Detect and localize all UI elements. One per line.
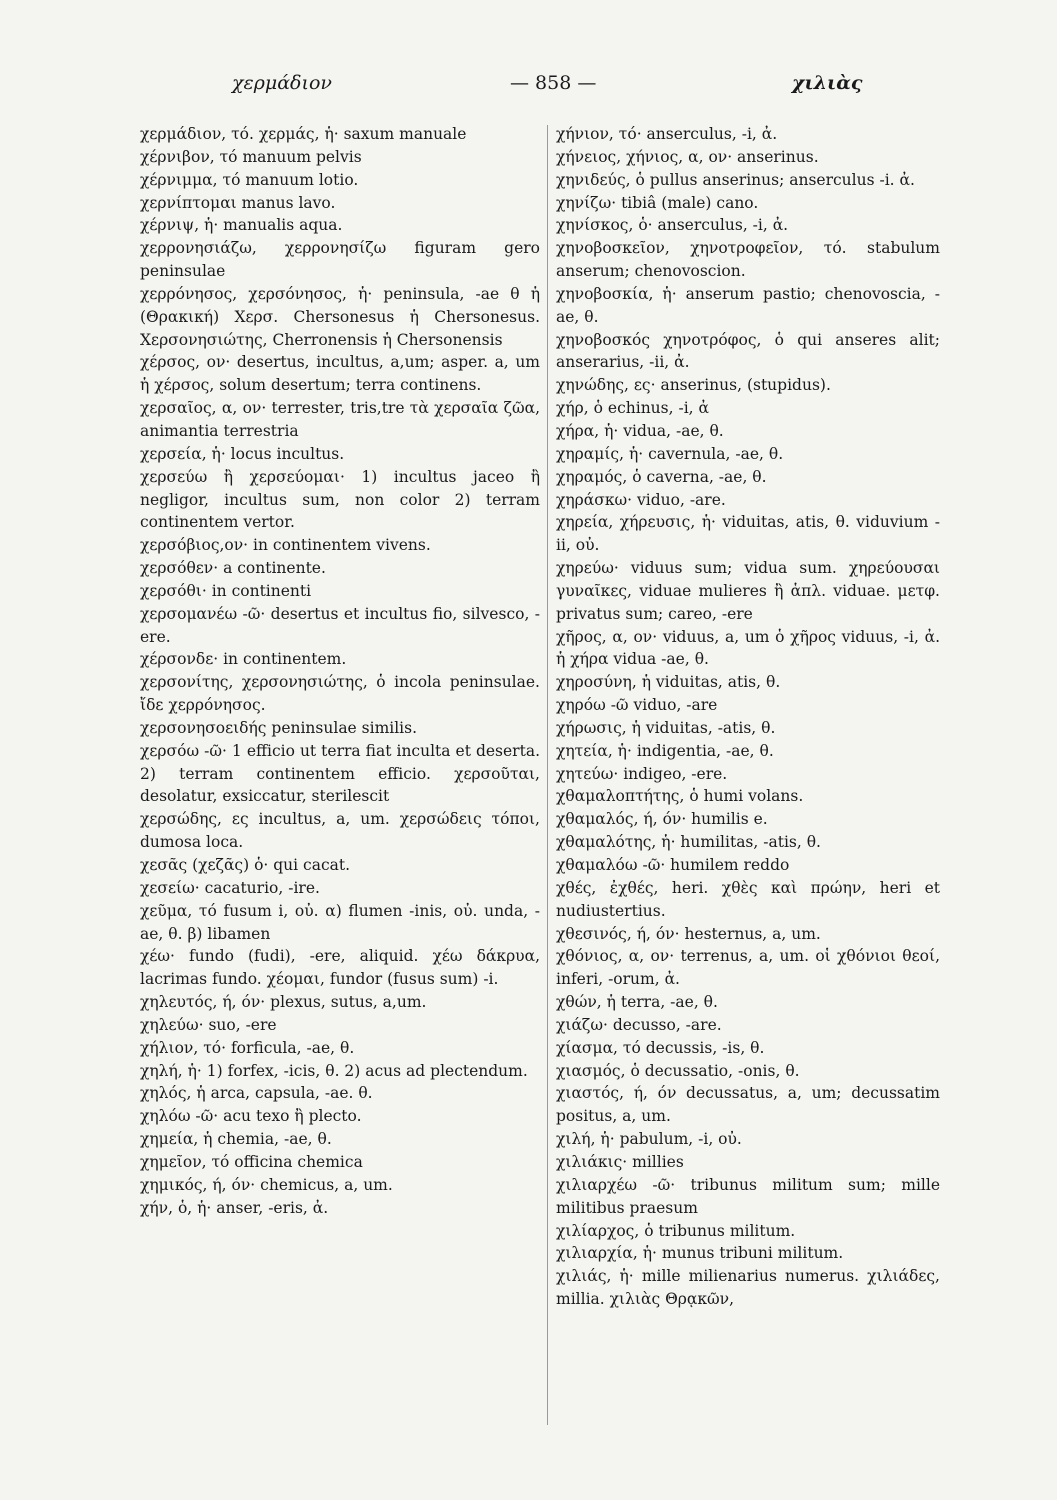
column-divider <box>547 125 548 1425</box>
dictionary-entry: χερνίπτομαι manus lavo. <box>140 193 336 212</box>
page-number: — 858 — <box>510 72 597 94</box>
dictionary-entry: χῆρος, α, ον· viduus, a, um ὁ χῆρος viduus, -i, ἀ. ἡ χήρα vidua -ae, θ. <box>556 627 940 669</box>
dictionary-entry: χηράσκω· viduo, -are. <box>556 490 726 509</box>
dictionary-entry: χθόνιος, α, ον· terrenus, a, um. οἱ χθόνιοι θεοί, inferi, -orum, ἀ. <box>556 947 940 989</box>
dictionary-entry: χήνιον, τό· anserculus, -i, ἀ. <box>556 125 778 143</box>
dictionary-entry: χθαμαλοπτήτης, ὁ humi volans. <box>556 787 804 806</box>
dictionary-entry: χημεῖον, τό officina chemica <box>140 1152 363 1171</box>
dictionary-entry: χερσόθεν· a continente. <box>140 559 326 578</box>
dictionary-entry: χηροσύνη, ἡ viduitas, atis, θ. <box>556 673 781 692</box>
dictionary-entry: χεσᾶς (χεζᾶς) ὁ· qui cacat. <box>140 856 351 874</box>
dictionary-entry: χερρονησιάζω, χερρονησίζω figuram gero peninsulae <box>140 239 540 281</box>
dictionary-entry: χθές, ἐχθές, heri. χθὲς καὶ πρώην, heri et nudiustertius. <box>556 878 940 920</box>
left-column <box>140 123 540 1453</box>
dictionary-entry: χερσόθι· in continenti <box>140 581 312 600</box>
dictionary-entry: χθών, ἡ terra, -ae, θ. <box>556 993 718 1012</box>
dictionary-entry: χιλιαρχία, ἡ· munus tribuni militum. <box>556 1244 844 1263</box>
dictionary-entry: χερσεύω ἢ χερσεύομαι· 1) incultus jaceo ἢ negligor, incultus sum, non color 2) terram continentem vertor. <box>140 467 540 532</box>
dictionary-entry: χερμάδιον, τό. χερμάς, ἡ· saxum manuale <box>140 125 467 143</box>
dictionary-entry: χιλιάκις· millies <box>556 1152 684 1171</box>
dictionary-entry: χερσόβιος,ον· in continentem vivens. <box>140 536 431 555</box>
dictionary-entry: χεῦμα, τό fusum i, οὐ. α) flumen -inis, οὐ. unda, -ae, θ. β) libamen <box>140 901 540 943</box>
dictionary-entry: χθαμαλόω -ῶ· humilem reddo <box>556 856 790 874</box>
right-column <box>556 123 940 1453</box>
dictionary-entry: χηνοβοσκός χηνοτρόφος, ὁ qui anseres alit; anserarius, -ii, ἀ. <box>556 330 940 372</box>
dictionary-entry: χηνιδεύς, ὁ pullus anserinus; anserculus -i. ἀ. <box>556 170 915 189</box>
dictionary-entry: χηλός, ἡ arca, capsula, -ae. θ. <box>140 1084 373 1103</box>
dictionary-entry: χηλόω -ῶ· acu texo ἢ plecto. <box>140 1107 362 1126</box>
dictionary-entry: χιασμός, ὁ decussatio, -onis, θ. <box>556 1061 800 1080</box>
dictionary-entry: χήρα, ἡ· vidua, -ae, θ. <box>556 421 724 440</box>
dictionary-entry: χιλή, ἡ· pabulum, -i, οὐ. <box>556 1130 742 1149</box>
dictionary-entry: χιλιάς, ἡ· mille milienarius numerus. χιλιάδες, millia. χιλιὰς Θρᾳκῶν, <box>556 1267 940 1309</box>
dictionary-entry: χθαμαλός, ή, όν· humilis e. <box>556 810 768 829</box>
dictionary-entry: χερρόνησος, χερσόνησος, ἡ· peninsula, -ae θ ἡ (Θρακική) Χερσ. Chersonesus ἡ Chersonesus. Χερσονησιώτης, Cherronensis ἡ Chersonensis <box>140 284 540 349</box>
dictionary-entry: χηρεύω· viduus sum; vidua sum. χηρεύουσαι γυναῖκες, viduae mulieres ἢ ἁπλ. viduae. μετφ. privatus sum; careo, -ere <box>556 559 940 623</box>
dictionary-entry: χήρωσις, ἡ viduitas, -atis, θ. <box>556 718 776 737</box>
dictionary-entry: χήλιον, τό· forficula, -ae, θ. <box>140 1038 355 1057</box>
dictionary-entry: χηρόω -ῶ viduo, -are <box>556 696 718 715</box>
dictionary-entry: χήνειος, χήνιος, α, ον· anserinus. <box>556 147 819 166</box>
dictionary-entry: χηλή, ἡ· 1) forfex, -icis, θ. 2) acus ad plectendum. <box>140 1061 528 1080</box>
dictionary-entry: χεσείω· cacaturio, -ire. <box>140 878 320 897</box>
dictionary-entry: χηνοβοσκεῖον, χηνοτροφεῖον, τό. stabulum anserum; chenovoscion. <box>556 239 940 281</box>
dictionary-entry: χερσομανέω -ῶ· desertus et incultus fio, silvesco, -ere. <box>140 604 540 646</box>
dictionary-entry: χιάζω· decusso, -are. <box>556 1015 722 1034</box>
dictionary-entry: χιλίαρχος, ὁ tribunus militum. <box>556 1221 796 1240</box>
dictionary-entry: χερσεία, ἡ· locus incultus. <box>140 444 345 463</box>
dictionary-entry: χιλιαρχέω -ῶ· tribunus militum sum; mille militibus praesum <box>556 1175 940 1217</box>
dictionary-entry: χήν, ὁ, ἡ· anser, -eris, ἀ. <box>140 1198 329 1217</box>
dictionary-entry: χηλεύω· suo, -ere <box>140 1015 277 1034</box>
left-headword: χερμάδιον <box>232 72 332 94</box>
dictionary-entry: χηλευτός, ή, όν· plexus, sutus, a,um. <box>140 993 427 1012</box>
dictionary-entry: χερσόω -ῶ· 1 efficio ut terra fiat inculta et deserta. 2) terram continentem efficio. χερσοῦται, desolatur, exsiccatur, sterilescit <box>140 741 540 806</box>
dictionary-entry: χητεία, ἡ· indigentia, -ae, θ. <box>556 741 774 760</box>
running-head <box>0 72 1057 102</box>
dictionary-entry: χηνίσκος, ὁ· anserculus, -i, ἀ. <box>556 216 789 235</box>
dictionary-entry: χέω· fundo (fudi), -ere, aliquid. χέω δάκρυα, lacrimas fundo. χέομαι, fundor (fusus sum) -i. <box>140 947 540 989</box>
dictionary-entry: χερσαῖος, α, ον· terrester, tris,tre τὰ χερσαῖα ζῶα, animantia terrestria <box>140 399 540 440</box>
dictionary-entry: χερσονησοειδής peninsulae similis. <box>140 718 418 737</box>
dictionary-entry: χθαμαλότης, ἡ· humilitas, -atis, θ. <box>556 833 821 852</box>
dictionary-entry: χημικός, ή, όν· chemicus, a, um. <box>140 1175 393 1194</box>
dictionary-entry: χηνίζω· tibiâ (male) cano. <box>556 193 759 212</box>
dictionary-entry: χιαστός, ή, όν decussatus, a, um; decussatim positus, a, um. <box>556 1084 940 1126</box>
dictionary-entry: χέρνιβον, τό manuum pelvis <box>140 147 362 166</box>
dictionary-entry: χθεσινός, ή, όν· hesternus, a, um. <box>556 924 821 943</box>
dictionary-entry: χηρεία, χήρευσις, ἡ· viduitas, atis, θ. viduvium -ii, οὐ. <box>556 513 940 555</box>
dictionary-entry: χητεύω· indigeo, -ere. <box>556 764 728 783</box>
dictionary-entry: χημεία, ἡ chemia, -ae, θ. <box>140 1130 332 1149</box>
dictionary-entry: χίασμα, τό decussis, -is, θ. <box>556 1038 765 1057</box>
right-headword: χιλιὰς <box>792 72 863 94</box>
dictionary-entry: χήρ, ὁ echinus, -i, ἀ <box>556 399 709 418</box>
dictionary-entry: χερσώδης, ες incultus, a, um. χερσώδεις τόποι, dumosa loca. <box>140 810 540 852</box>
dictionary-entry: χέρνιψ, ἡ· manualis aqua. <box>140 216 343 235</box>
dictionary-entry: χέρνιμμα, τό manuum lotio. <box>140 170 359 189</box>
dictionary-entry: χερσονίτης, χερσονησιώτης, ὁ incola peninsulae. ἴδε χερρόνησος. <box>140 673 540 715</box>
dictionary-entry: χηραμός, ὁ caverna, -ae, θ. <box>556 467 767 486</box>
dictionary-entry: χηνοβοσκία, ἡ· anserum pastio; chenovoscia, -ae, θ. <box>556 284 940 326</box>
dictionary-entry: χηνώδης, ες· anserinus, (stupidus). <box>556 376 831 395</box>
dictionary-entry: χηραμίς, ἡ· cavernula, -ae, θ. <box>556 444 784 463</box>
dictionary-entry: χέρσονδε· in continentem. <box>140 650 347 669</box>
dictionary-entry: χέρσος, ον· desertus, incultus, a,um; asper. a, um ἡ χέρσος, solum desertum; terra continens. <box>140 353 540 395</box>
